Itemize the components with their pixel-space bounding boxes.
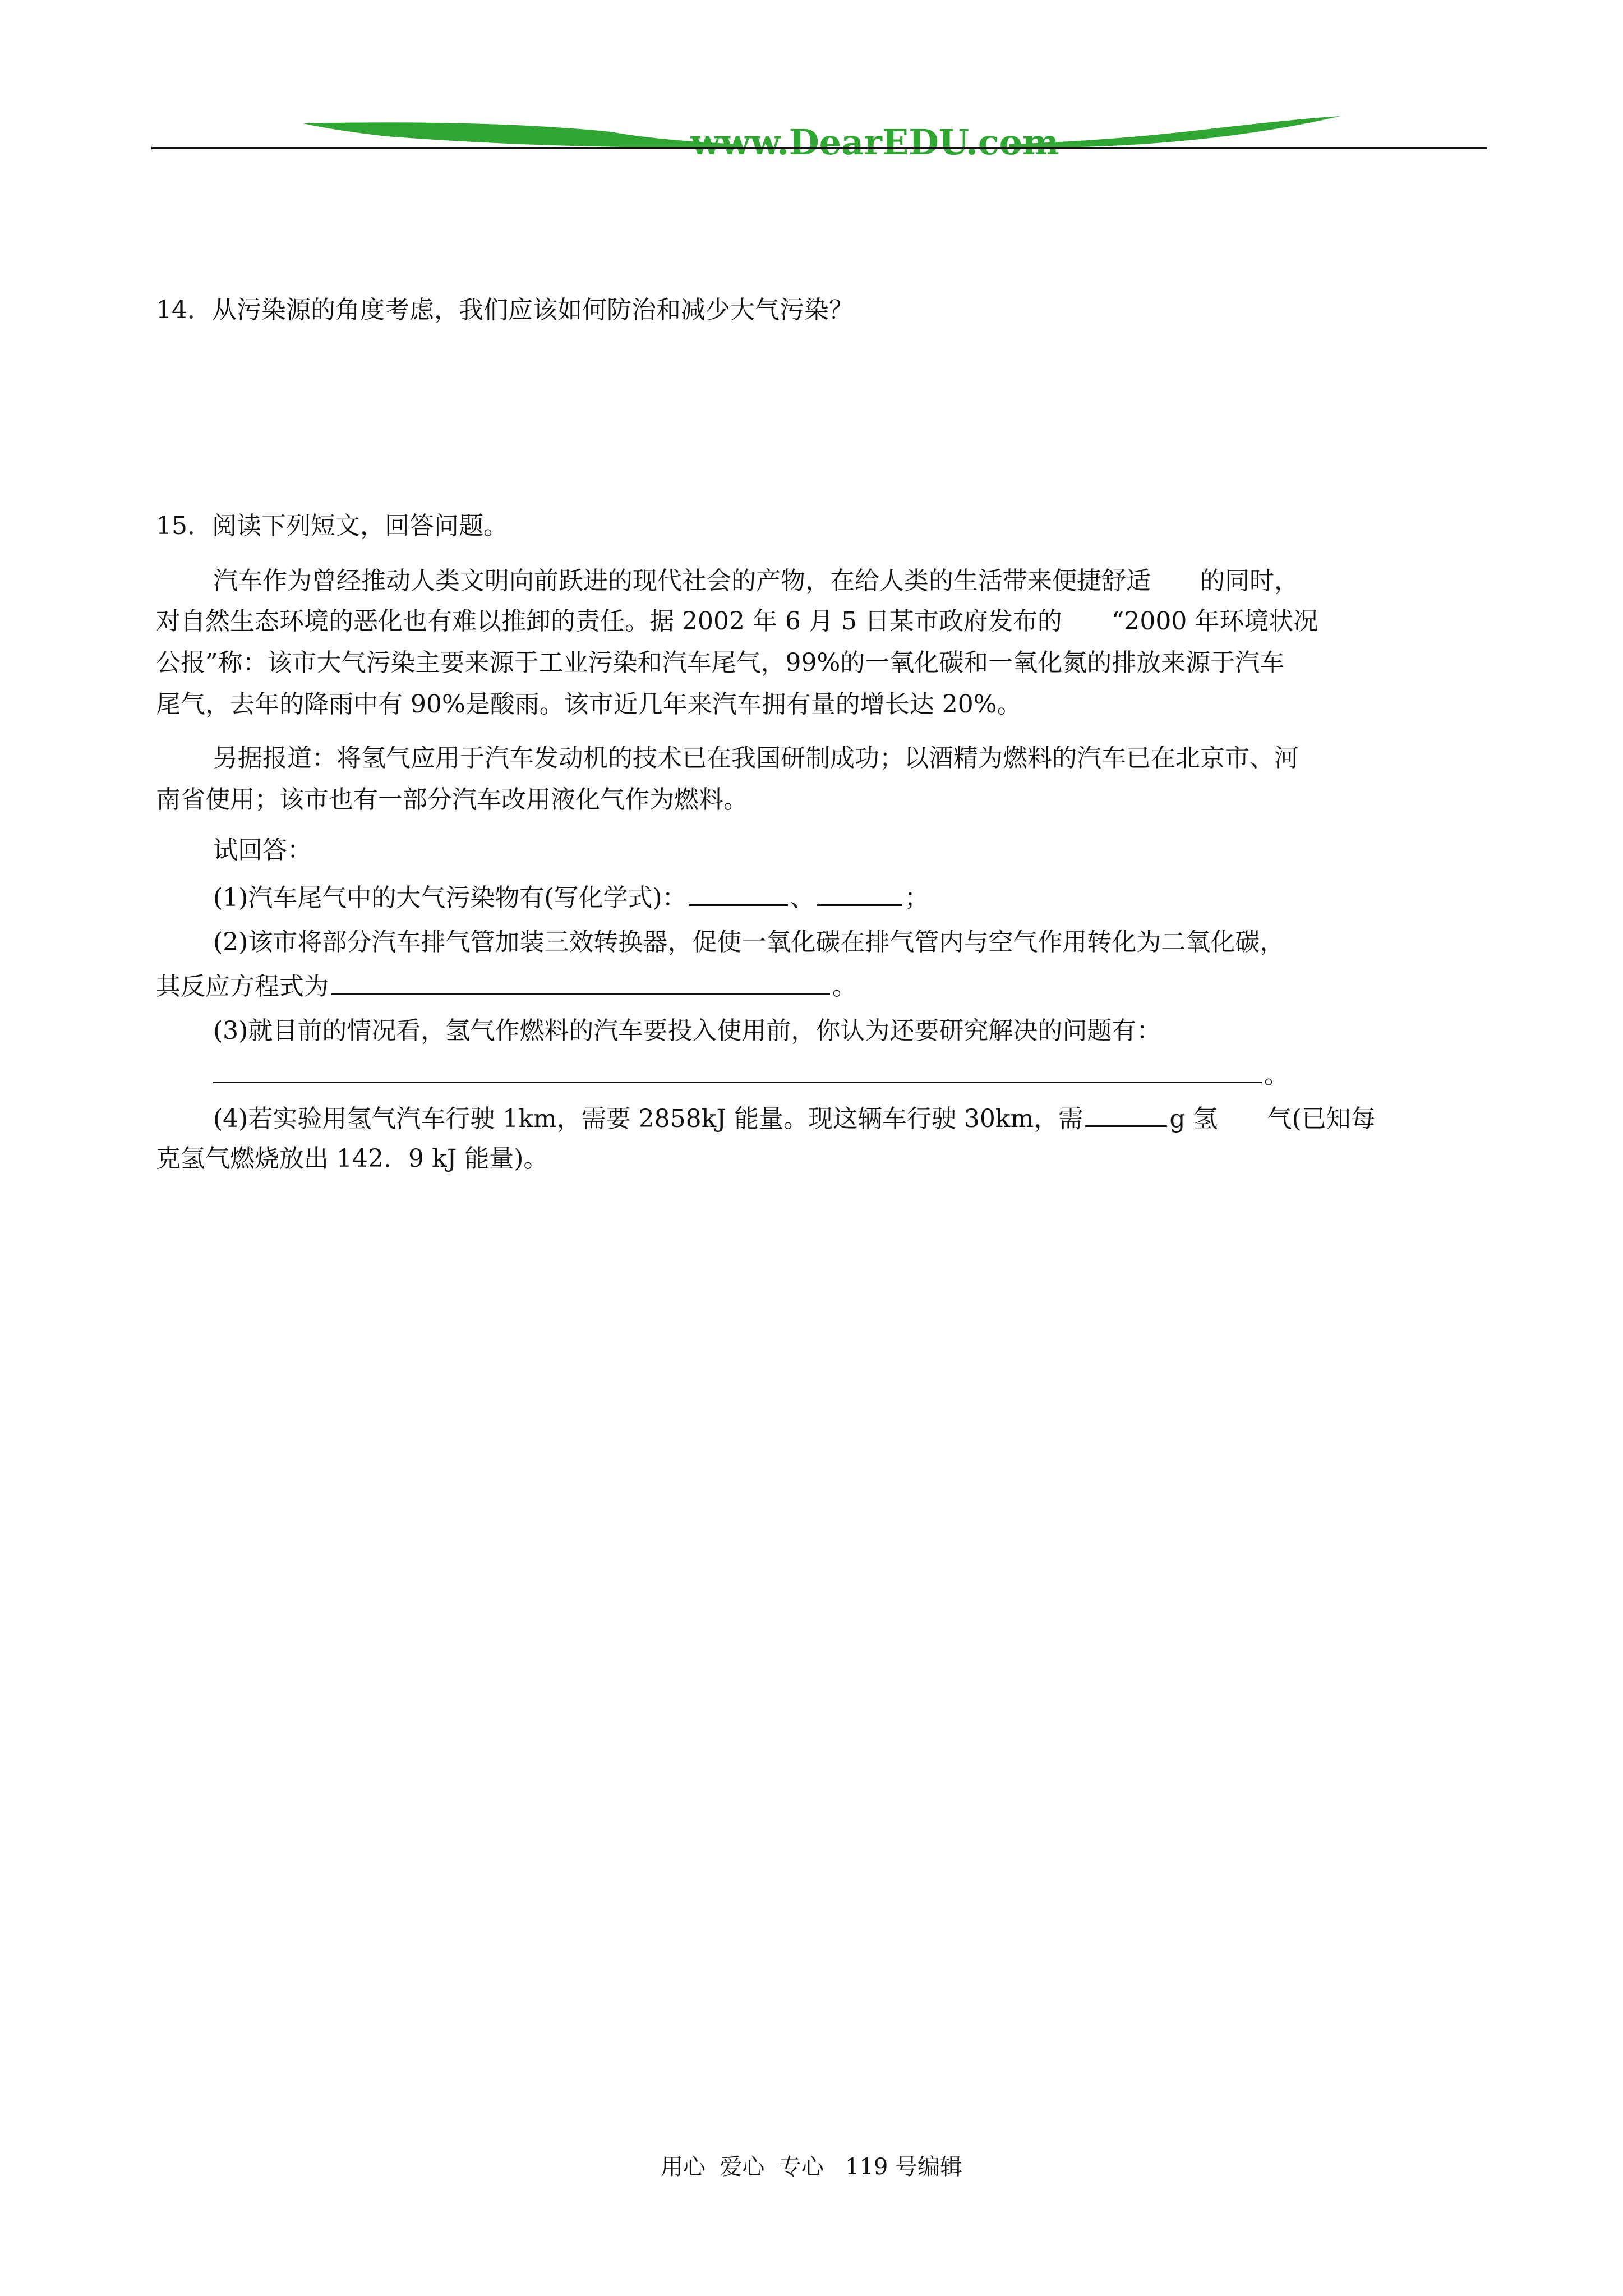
terminator: 。 (832, 972, 857, 1001)
sub-question-3-line2 (213, 1057, 1289, 1092)
passage-line: 另据报道：将氢气应用于汽车发动机的技术已在我国研制成功；以酒精为燃料的汽车已在北京市、河 (213, 744, 1299, 772)
page-footer: 用心 爱心 专心 119 号编辑 (660, 2154, 963, 2180)
answer-prompt: 试回答： (213, 836, 312, 864)
terminator: 。 (1264, 1061, 1289, 1089)
sub-question-1-text: (1)汽车尾气中的大气污染物有(写化学式)： (213, 884, 687, 912)
answer-blank-3[interactable] (213, 1057, 1262, 1083)
sub-question-2-line1: (2)该市将部分汽车排气管加装三效转换器，促使一氧化碳在排气管内与空气作用转化为二氧化碳， (213, 928, 1285, 956)
answer-blank-2[interactable] (331, 968, 830, 995)
separator: 、 (790, 884, 815, 912)
passage-line: 尾气，去年的降雨中有 90%是酸雨。该市近几年来汽车拥有量的增长达 20%。 (156, 690, 1022, 719)
terminator: ； (904, 884, 929, 912)
passage-line: 汽车作为曾经推动人类文明向前跃进的现代社会的产物，在给人类的生活带来便捷舒适 的同时， (213, 567, 1299, 595)
sub-question-1 (213, 880, 929, 915)
sub-question-4-prefix: (4)若实验用氢气汽车行驶 1km，需要 2858kJ 能量。现这辆车行驶 30km，需 (213, 1105, 1083, 1133)
answer-blank-1b[interactable] (817, 880, 902, 906)
sub-question-3-line1: (3)就目前的情况看，氢气作燃料的汽车要投入使用前，你认为还要研究解决的问题有： (213, 1016, 1161, 1045)
sub-question-4-line2: 克氢气燃烧放出 142．9 kJ 能量)。 (156, 1144, 548, 1173)
header-rule (151, 147, 1487, 149)
answer-blank-1a[interactable] (689, 880, 788, 906)
answer-blank-4[interactable] (1085, 1101, 1167, 1127)
question-15-title: 15．阅读下列短文，回答问题。 (156, 512, 508, 540)
banner-swoosh-graphic (151, 109, 1486, 160)
question-14: 14．从污染源的角度考虑，我们应该如何防治和减少大气污染？ (156, 296, 854, 324)
passage-line: 南省使用；该市也有一部分汽车改用液化气作为燃料。 (156, 785, 748, 814)
site-name: www.DearEDU.com (690, 122, 1059, 160)
sub-question-4-line1 (213, 1101, 1376, 1136)
passage-line: 对自然生态环境的恶化也有难以推卸的责任。据 2002 年 6 月 5 日某市政府发布的 “2000 年环境状况 (156, 607, 1318, 636)
sub-question-4-suffix: g 氢 气(已知每 (1169, 1105, 1376, 1133)
site-banner (151, 109, 1486, 160)
sub-question-2-prefix: 其反应方程式为 (156, 972, 329, 1001)
sub-question-2-line2 (156, 968, 857, 1004)
passage-line: 公报”称：该市大气污染主要来源于工业污染和汽车尾气，99%的一氧化碳和一氧化氮的排放来源于汽车 (156, 648, 1285, 677)
